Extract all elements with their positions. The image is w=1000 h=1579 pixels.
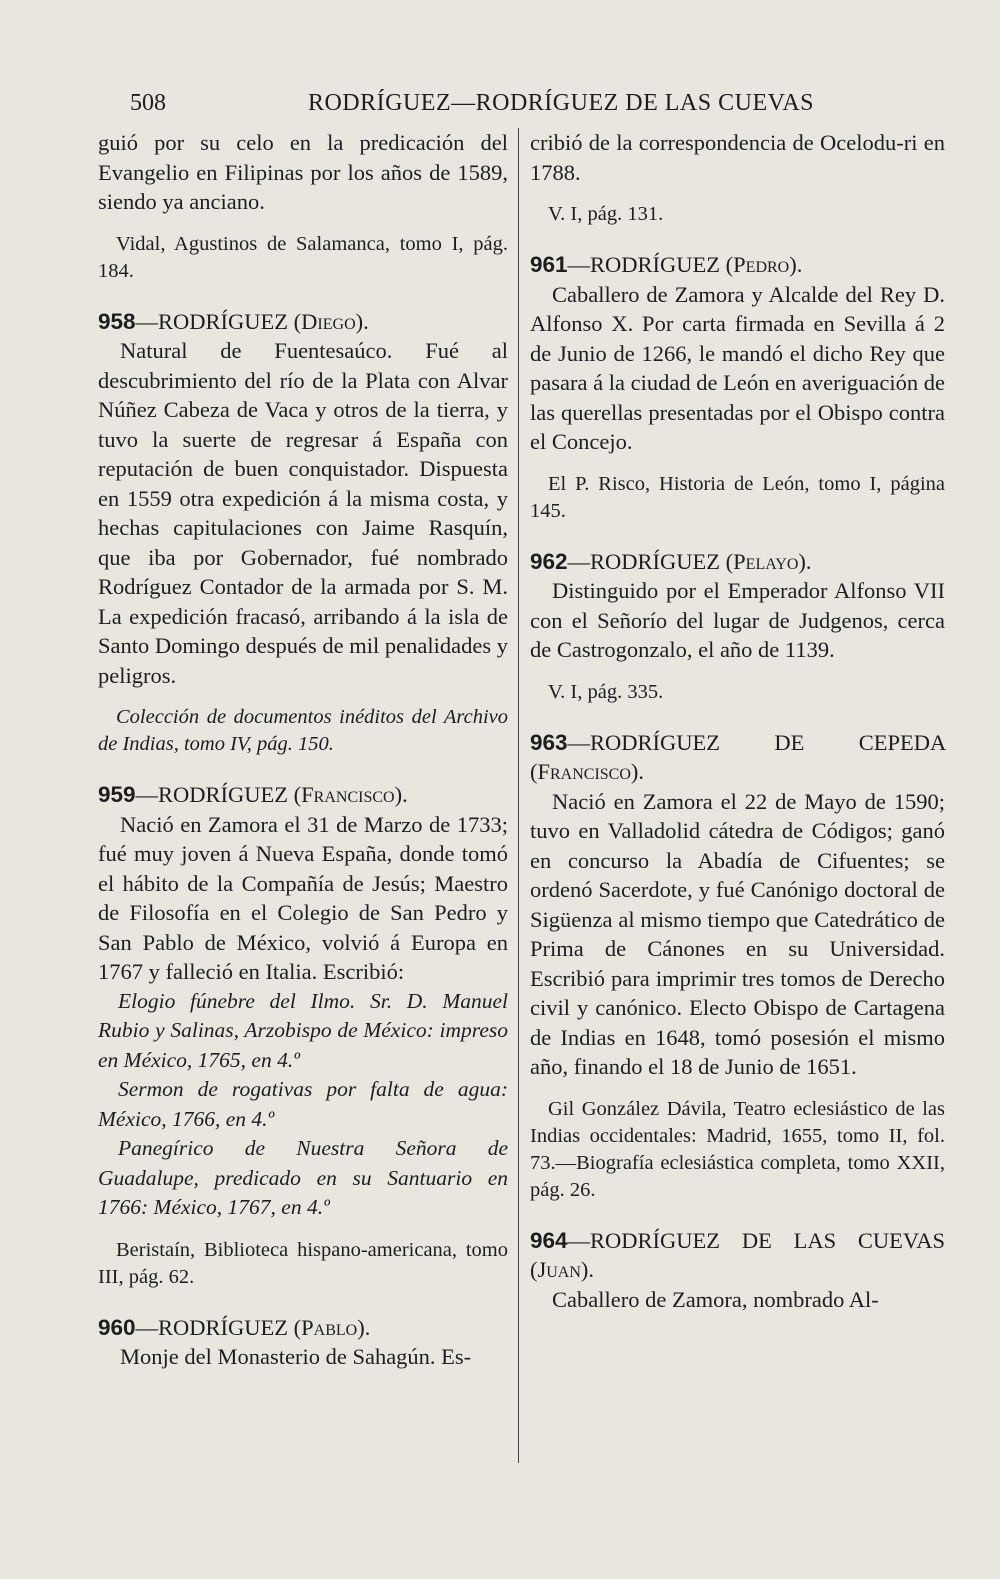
entry-surname: —RODRÍGUEZ [135, 1314, 289, 1340]
intro-text: guió por su celo en la predicación del Evangelio en Filipinas por los años de 1589, siendo ya anciano. [98, 130, 508, 214]
entry-surname: —RODRÍGUEZ [135, 308, 289, 334]
entry-962-citation: V. I, pág. 335. [548, 680, 664, 703]
entry-number: 964 [530, 1227, 568, 1253]
work-title: Panegírico de Nuestra Señora de Guadalupe, predicado en su Santuario en 1766: México, 1767, en 4.º [98, 1136, 508, 1219]
entry-961-citation: El P. Risco, Historia de León, tomo I, página 145. [530, 472, 945, 522]
entry-962-heading [530, 547, 945, 577]
entry-961-heading [530, 250, 945, 280]
continued-citation: V. I, pág. 131. [548, 203, 664, 225]
entry-959-citation: Beristaín, Biblioteca hispano-americana, tomo III, pág. 62. [98, 1238, 508, 1288]
entry-963-body: Nació en Zamora el 22 de Mayo de 1590; tuvo en Valladolid cátedra de Códigos; ganó en concurso la Abadía de Cifuentes; se ordenó Sacerdote, y fué Canónigo doctoral de Sigüenza al mismo tiempo que Catedrático de Prima de Cánones en su Universidad. Escribió para imprimir tres tomos de Derecho civil y canónico. Electo Obispo de Cartagena de Indias en 1648, tomó posesión el mismo año, finando el 18 de Junio de 1651. [530, 788, 945, 1079]
entry-given-name: (Diego). [293, 308, 369, 334]
page-number: 508 [130, 90, 166, 116]
entry-surname: —RODRÍGUEZ [567, 548, 721, 574]
continued-text: cribió de la correspondencia de Ocelodu-ri en 1788. [530, 130, 945, 185]
entry-given-name: (Pablo). [293, 1314, 371, 1340]
entry-given-name: (Francisco). [530, 759, 645, 784]
entry-number: 961 [530, 252, 568, 277]
column-divider [518, 128, 519, 1463]
entry-961-body: Caballero de Zamora y Alcalde del Rey D. Alfonso X. Por carta firmada en Sevilla á 2 de Junio de 1266, le mandó el dicho Rey que pasara á la ciudad de León en averiguación de las querellas presentadas por el Obispo contra el Concejo. [530, 281, 945, 454]
entry-960-heading [98, 1313, 508, 1343]
entry-964-body: Caballero de Zamora, nombrado Al- [552, 1286, 879, 1312]
entry-958-citation: Colección de documentos inéditos del Archivo de Indias, tomo IV, pág. 150. [98, 706, 508, 755]
left-column [98, 128, 508, 1372]
work-title: Sermon de rogativas por falta de agua: México, 1766, en 4.º [98, 1077, 508, 1131]
entry-960-body: Monje del Monasterio de Sahagún. Es- [120, 1344, 472, 1369]
entry-surname: —RODRÍGUEZ DE CEPEDA [567, 729, 945, 755]
work-title: Elogio fúnebre del Ilmo. Sr. D. Manuel Rubio y Salinas, Arzobispo de México: impreso en México, 1765, en 4.º [98, 988, 508, 1072]
entry-given-name: (Francisco). [293, 782, 408, 807]
entry-number: 958 [98, 308, 136, 334]
entry-surname: —RODRÍGUEZ [135, 782, 289, 807]
entry-962-body: Distinguido por el Emperador Alfonso VII con el Señorío del lugar de Judgenos, cerca de Castrogonzalo, el año de 1139. [530, 578, 945, 662]
entry-surname: —RODRÍGUEZ DE LAS CUEVAS [567, 1227, 945, 1253]
entry-number: 960 [98, 1314, 136, 1340]
right-column [530, 128, 945, 1314]
running-title: RODRÍGUEZ—RODRÍGUEZ DE LAS CUEVAS [307, 90, 815, 116]
entry-964-heading [530, 1226, 945, 1285]
entry-963-citation: Gil González Dávila, Teatro eclesiástico de las Indias occidentales: Madrid, 1655, tomo II, fol. 73.—Biografía eclesiástica completa, tomo XXII, pág. 26. [530, 1097, 945, 1201]
entry-959-body: Nació en Zamora el 31 de Marzo de 1733; fué muy joven á Nueva España, donde tomó el hábito de la Compañía de Jesús; Maestro de Filosofía en el Colegio de San Pedro y San Pablo de México, volvió á Europa en 1767 y falleció en Italia. Escribió: [98, 811, 508, 984]
entry-959-heading [98, 780, 508, 810]
entry-given-name: (Juan). [530, 1257, 595, 1282]
entry-number: 959 [98, 782, 136, 807]
entry-number: 963 [530, 729, 568, 755]
entry-963-heading [530, 728, 945, 787]
entry-given-name: (Pedro). [725, 252, 803, 277]
entry-number: 962 [530, 548, 568, 574]
entry-surname: —RODRÍGUEZ [567, 252, 721, 277]
entry-given-name: (Pelayo). [725, 548, 812, 574]
entry-958-heading [98, 307, 508, 337]
entry-958-body: Natural de Fuentesaúco. Fué al descubrimiento del río de la Plata con Alvar Núñez Cabeza de Vaca y otros de la tierra, y tuvo la suerte de regresar á España con reputación de buen conquistador. Dispuesta en 1559 otra expedición á la misma costa, y hechas capitulaciones con Jaime Rasquín, que iba por Gobernador, fué nombrado Rodríguez Contador de la armada por S. M. La expedición fracasó, arribando á la isla de Santo Domingo después de mil penalidades y peligros. [98, 338, 508, 688]
page-header [112, 90, 930, 122]
intro-citation: Vidal, Agustinos de Salamanca, tomo I, pág. 184. [98, 232, 508, 282]
